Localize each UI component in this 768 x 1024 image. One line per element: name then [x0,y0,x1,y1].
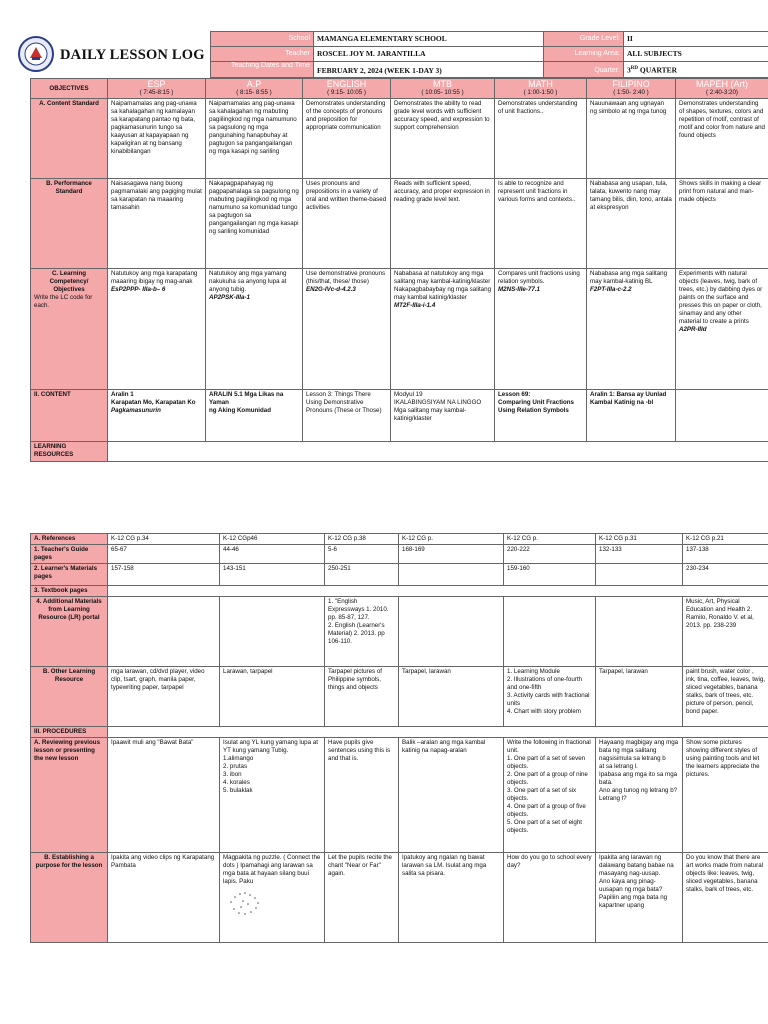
dates-label: Teaching Dates and Time [211,62,314,78]
row-label-textbook: 3. Textbook pages [31,586,108,597]
table-cell: Tarpapel, larawan [399,667,504,727]
row-label-content-standard: A. Content Standard [31,99,108,179]
table-cell: 220-222 [504,545,596,564]
grade-label: Grade Level: [544,32,624,47]
table-cell: 44-46 [220,545,325,564]
table-cell: 1. "English Expressways 1. 2010. pp. 85-87, 127. 2. English (Learner's Material) 2. 2013. pp 106-110. [325,597,399,667]
row-label-learners-materials: 2. Learner's Materials pages [31,564,108,586]
table-cell: Nababasa ang mga salitang may kambal-katinig BL F2PT-IIIa-c-2.2 [587,269,676,390]
table-cell: 5-6 [325,545,399,564]
table-cell [108,442,768,462]
row-label-additional-materials: 4. Additional Materials from Learning Resource (LR) portal [31,597,108,667]
table-cell [108,727,768,738]
table-cell: 137-138 [683,545,768,564]
table-cell [220,597,325,667]
table-cell: Tarpapel, larawan [596,667,683,727]
table-cell: K-12 CG p.34 [108,534,220,545]
table-cell: Natutukoy ang mga yamang nakukuha sa anyong lupa at anyong tubig. AP2PSK-IIIa-1 [206,269,303,390]
table-cell: Ipatukoy ang ngalan ng bawat larawan sa LM. Isulat ang mga salita sa pisara. [399,853,504,943]
table-cell: 159-160 [504,564,596,586]
table-cell: K-12 CG p.21 [683,534,768,545]
table-cell [399,564,504,586]
table-cell: 230-234 [683,564,768,586]
subject-header-english: ENGLISH ( 9:15- 10:05 ) [303,79,391,99]
area-label: Learning Area: [544,47,624,62]
table-cell: Nababasa ang usapan, tula, talata, kuwento nang may tamang bilis, diin, tono, antala at ekspresyon [587,179,676,269]
table-cell: Uses pronouns and prepositions in a variety of oral and written theme-based activities [303,179,391,269]
table-cell: Demonstrates understanding of shapes, textures, colors and repetition of motif, contrast of motif and color from nature and found objects [676,99,768,179]
row-label-references: A. References [31,534,108,545]
table-cell: K-12 CG p.38 [325,534,399,545]
table-cell: 157-158 [108,564,220,586]
table-cell: Reads with sufficient speed, accuracy, and proper expression in reading grade level text. [391,179,495,269]
table-cell: Lesson 69: Comparing Unit Fractions Using Relation Symbols [495,390,587,442]
table-cell: K-12 CGp46 [220,534,325,545]
table-cell: Compares unit fractions using relation symbols. M2NS-IIIe-77.1 [495,269,587,390]
row-label-learning-resources: LEARNING RESOURCES [31,442,108,462]
table-cell: How do you go to school every day? [504,853,596,943]
table-cell: Shows skills in making a clear print from natural and man-made objects [676,179,768,269]
teacher-label: Teacher [211,47,314,62]
table-cell [596,564,683,586]
school-value: MAMANGA ELEMENTARY SCHOOL [314,32,544,47]
dates-value: FEBRUARY 2, 2024 (WEEK 1-DAY 3) [314,62,544,78]
table-cell: Nakapagpapahayag ng pagpapahalaga sa pagsulong ng mabuting pagiilingkod ng mga namumuno sa komunidad tungo sa pagtugon sa pangangailangan ng mga kasapi ng sariling komunidad [206,179,303,269]
table-cell: 65-67 [108,545,220,564]
table-cell: Nauunawaan ang ugnayan ng simbolo at ng mga tunog [587,99,676,179]
table-cell [596,597,683,667]
table-cell: Isulat ang YL kung yamang lupa at YT kung yamang Tubig. 1.alimango 2. prutas 3. ibon 4. korales 5. bulaklak [220,738,325,853]
table-cell [108,597,220,667]
table-cell: Have pupils give sentences using this is and that is. [325,738,399,853]
table-cell: Hayaang magbigay ang mga bata ng mga salitang nagsisimula sa letrang b at sa letrang l. Ipabasa ang mga ito sa mga bata. Ano ang tunog ng letrang b?Letrang l? [596,738,683,853]
table-cell: Aralin 1 Karapatan Mo, Karapatan Ko Pagkamasunurin [108,390,206,442]
table-cell: Ipaawit muli ang "Bawat Bata" [108,738,220,853]
subject-header-mapeh: MAPEH (Art) ( 2:40-3:20) [676,79,768,99]
teacher-value: ROSCEL JOY M. JARANTILLA [314,47,544,62]
table-cell: K-12 CG p. [399,534,504,545]
area-value: ALL SUBJECTS [624,47,768,62]
row-label-other-resources: B. Other Learning Resource [31,667,108,727]
table-cell [504,597,596,667]
table-cell: Use demonstrative pronouns (this/that, these/ those) EN2G-IVc-d-4.2.3 [303,269,391,390]
table-cell: 143-151 [220,564,325,586]
table-cell: Larawan, tarpapel [220,667,325,727]
table-cell: Magpakita ng puzzle. ( Connect the dots ) Ipamahagi ang larawan sa mga bata at hayaan silang buui lapis. Paku [220,853,325,943]
table-cell: 168-169 [399,545,504,564]
table-cell: Is able to recognize and represent unit fractions in various forms and contexts.. [495,179,587,269]
table-cell: ARALIN 5.1 Mga Likas na Yaman ng Aking Komunidad [206,390,303,442]
deped-seal-logo [18,36,54,72]
quarter-value: 3RD QUARTER [624,62,768,78]
row-label-competency: C. Learning Competency/ Objectives Write the LC code for each. [31,269,108,390]
table-cell: K-12 CG p. [504,534,596,545]
table-cell: 1. Learning Module 2. Illustrations of one-fourth and one-fifth 3. Activity cards with fractional units 4. Chart with story problem [504,667,596,727]
table-cell: Lesson 3: Things There Using Demonstrative Pronouns (These or Those) [303,390,391,442]
header-info-table [210,31,768,78]
grade-value: II [624,32,768,47]
table-cell: Modyul 19 IKALABINGSIYAM NA LINGGO Mga salitang may kambal-katinig/klaster [391,390,495,442]
subject-header-ap: A.P ( 8:15- 8:55 ) [206,79,303,99]
subject-header-esp: ESP ( 7:45-8:15 ) [108,79,206,99]
subject-header-mtb: MTB ( 10:05- 10:55 ) [391,79,495,99]
table-cell: paint brush, water color , ink, tina, coffee, leaves, twig, sliced vegetables, banana stalks, bark of trees, etc. picture of person, pencil, bond paper. [683,667,768,727]
table-cell [108,586,768,597]
table-cell: Music, Art, Physical Education and Health 2. Ramilo, Ronaldo V. et al, 2013. pp. 238-239 [683,597,768,667]
table-cell: Show some pictures showing different styles of using painting tools and let the learners appreciate the pictures. [683,738,768,853]
table-cell: Nababasa at natutukoy ang mga salitang may kambal-katinig/klaster Nakapagbabaybay ng mga salitang may kambal katinig/klaster MT2F-IIIa-i-1.4 [391,269,495,390]
subject-header-filipino: FILIPINO ( 1:50- 2:40 ) [587,79,676,99]
table-cell: Do you know that there are art works made from natural objects like: leaves, twig, sliced vegetables, banana stalks, bark of trees, etc. [683,853,768,943]
table-cell [399,597,504,667]
table-cell: Naipamamalas ang pag-unawa sa kahalagahan ng mabuting pagiilingkod ng mga namumuno sa pagsulong ng mga pangunahing hanapbuhay at pagtugon sa pangangailangan ng mga kasapi ng sariling [206,99,303,179]
table-cell: Naisasagawa nang buong pagmamalaki ang pagiging mulat sa karapatan na maaaring tamasahin [108,179,206,269]
row-label-purpose: B. Establishing a purpose for the lesson [31,853,108,943]
table-cell: K-12 CG p.31 [596,534,683,545]
table-cell: Natutukoy ang mga karapatang maaaring ibigay ng mag-anak EsP2PPP- IIIa-b– 6 [108,269,206,390]
table-cell [676,390,768,442]
page-title: DAILY LESSON LOG [60,47,205,63]
objectives-header: OBJECTIVES [31,79,108,99]
row-label-procedures: III. PROCEDURES [31,727,108,738]
table-cell: Naipamamalas ang pag-unawa sa kahalagahan ng kamalayan sa karapatang pantao ng bata, pagkamasunurin tungo sa kaayusan at kapayapaan ng kapaligiran at ng bansang kinabibilangan [108,99,206,179]
table-cell: Ipakita ang larawan ng dalawang batang babae na masayang nag-uusap. Ano kaya ang pinag-uusapan ng mga bata? Papiliin ang mga bata ng kapartner upang [596,853,683,943]
table-cell: Ipakita ang video clips ng Karapatang Pambata [108,853,220,943]
table-cell: mga larawan, cd/dvd player, video clip, tsart, graph, manila paper, typewriting paper, tarpapel [108,667,220,727]
row-label-performance-standard: B. Performance Standard [31,179,108,269]
table-cell: Let the pupils recite the chant "Near or Far" again. [325,853,399,943]
connect-the-dots-puzzle-image [223,886,267,920]
table-cell: 250-251 [325,564,399,586]
table-cell: 132-133 [596,545,683,564]
lesson-log-table-bottom [30,533,768,943]
table-cell: Aralin 1: Bansa ay Uunlad Kambal Katinig na -bl [587,390,676,442]
table-cell: Write the following in fractional unit. 1. One part of a set of seven objects. 2. One part of a group of nine objects. 3. One part of a set of six objects. 4. One part of a group of five objects. 5. One part of a set of eight objects. [504,738,596,853]
table-cell: Balik –aralan ang mga kambal katinig na napag-aralan [399,738,504,853]
table-cell: Experiments with natural objects (leaves, twig, bark of trees, etc.) by dabbing dyes or paints on the surface and presses this on paper or cloth, sinamay and any other material to create a prints A2PR-IIId [676,269,768,390]
table-cell: Tarpapel pictures of Philippine symbols, things and objects [325,667,399,727]
table-cell: Demonstrates understanding of the concepts of pronouns and preposition for appropriate communication [303,99,391,179]
table-cell: Demonstrates the ability to read grade level words with sufficient accuracy speed, and expression to support comprehension [391,99,495,179]
quarter-label: Quarter: [544,62,624,78]
lesson-log-table-top [30,78,768,462]
row-label-content: II. CONTENT [31,390,108,442]
school-label: School [211,32,314,47]
row-label-teachers-guide: 1. Teacher's Guide pages [31,545,108,564]
row-label-reviewing: A. Reviewing previous lesson or presenting the new lesson [31,738,108,853]
table-cell: Demonstrates understanding of unit fractions.. [495,99,587,179]
subject-header-math: MATH ( 1:00-1:50 ) [495,79,587,99]
